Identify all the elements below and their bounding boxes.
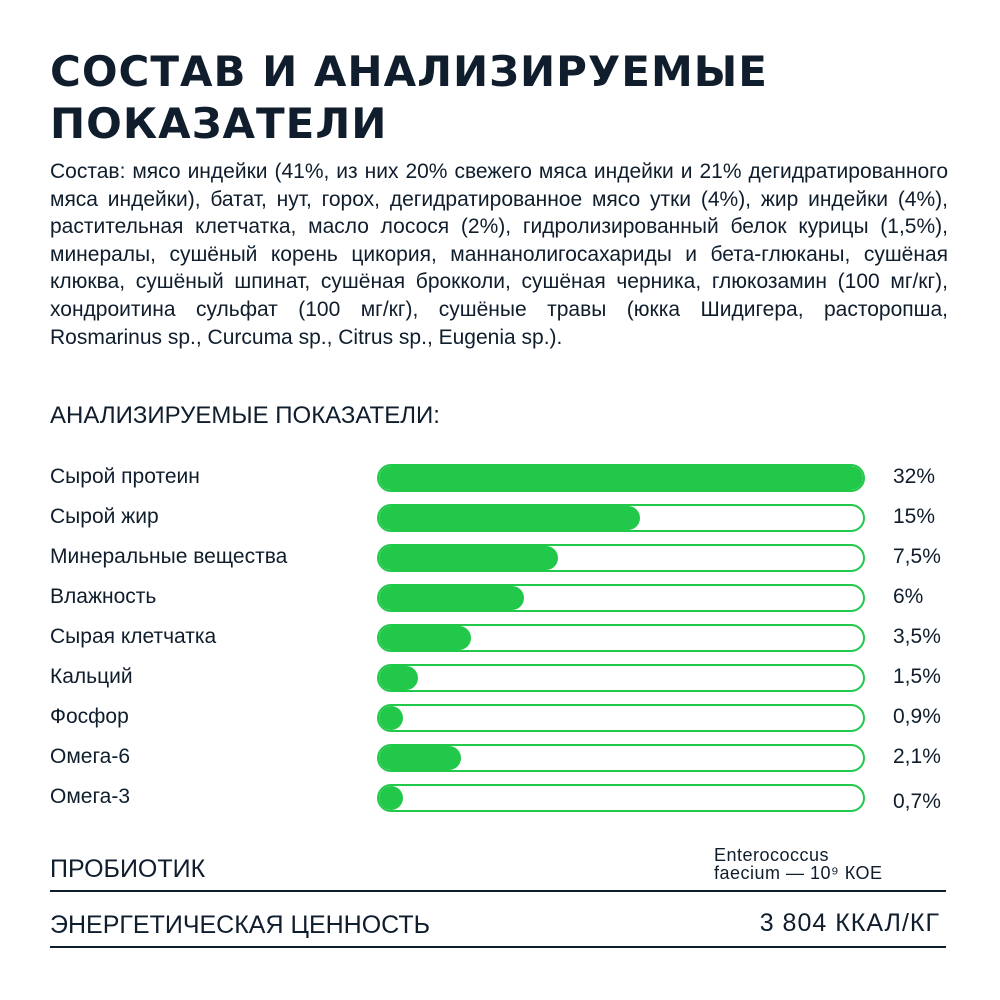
bar-track [377, 464, 865, 492]
probiotic-value-line-1: Enterococcus [714, 845, 830, 865]
composition-text: Состав: мясо индейки (41%, из них 20% свежего мяса индейки и 21% дегидратированного мяса индейки), батат, нут, горох, дегидратированное мясо утки (4%), жир индейки (4%), растительная клетчатка, масло лосося (2%), гидролизированный белок курицы (1,5%), минералы, сушёный корень цикория, маннанолигосахариды и бета-глюканы, сушёная клюква, сушёный шпинат, сушёная брокколи, сушёная черника, глюкозамин (100 мг/кг), хондроитина сульфат (100 мг/кг), сушёные травы (юкка Шидигера, расторопша, Rosmarinus sp., Curcuma sp., Citrus sp., Eugenia sp.). [50, 160, 948, 349]
bar-fill [379, 586, 524, 610]
bar-track [377, 624, 865, 652]
bar-fill [379, 706, 403, 730]
nutrient-label: Кальций [50, 665, 133, 688]
bar-track [377, 584, 865, 612]
nutrient-value: 3,5% [893, 625, 941, 648]
nutrient-row [50, 458, 950, 498]
bar-track [377, 744, 865, 772]
bar-fill [379, 626, 471, 650]
bar-track [377, 704, 865, 732]
bar-fill [379, 506, 640, 530]
nutrient-row [50, 778, 950, 818]
bar-fill [379, 666, 418, 690]
energy-label: ЭНЕРГЕТИЧЕСКАЯ ЦЕННОСТЬ [50, 911, 431, 939]
nutrient-label: Фосфор [50, 705, 129, 728]
nutrient-value: 0,7% [893, 790, 941, 813]
probiotic-row [50, 846, 946, 892]
bar-fill [379, 746, 461, 770]
nutrient-value: 6% [893, 585, 924, 608]
nutrient-value: 15% [893, 505, 936, 528]
probiotic-label: ПРОБИОТИК [50, 855, 206, 883]
nutrient-label: Минеральные вещества [50, 545, 288, 568]
bar-track [377, 544, 865, 572]
bar-track [377, 784, 865, 812]
bar-fill [379, 466, 863, 490]
analysis-heading: АНАЛИЗИРУЕМЫЕ ПОКАЗАТЕЛИ: [50, 402, 440, 429]
nutrient-row [50, 498, 950, 538]
nutrient-value: 1,5% [893, 665, 941, 688]
nutrient-bar-chart [50, 458, 950, 818]
nutrient-label: Омега-3 [50, 785, 131, 808]
nutrient-label: Сырой протеин [50, 465, 200, 488]
nutrient-row [50, 698, 950, 738]
bar-fill [379, 786, 403, 810]
nutrient-row [50, 578, 950, 618]
bar-track [377, 664, 865, 692]
nutrient-label: Омега-6 [50, 745, 131, 768]
page-title [50, 46, 950, 150]
nutrient-label: Влажность [50, 585, 157, 608]
nutrient-row [50, 618, 950, 658]
nutrient-row [50, 658, 950, 698]
nutrient-value: 7,5% [893, 545, 941, 568]
energy-value: 3 804 ККАЛ/КГ [759, 909, 940, 937]
nutrient-value: 2,1% [893, 745, 941, 768]
probiotic-value-line-2: faecium — 10⁹ КОЕ [714, 863, 883, 883]
nutrient-label: Сырая клетчатка [50, 625, 217, 648]
probiotic-value [714, 846, 883, 882]
nutrient-row [50, 738, 950, 778]
bar-fill [379, 546, 558, 570]
energy-row [50, 908, 946, 948]
nutrient-value: 32% [893, 465, 936, 488]
nutrient-label: Сырой жир [50, 505, 159, 528]
nutrient-row [50, 538, 950, 578]
bar-track [377, 504, 865, 532]
nutrient-value: 0,9% [893, 705, 941, 728]
page-title-line-2: ПОКАЗАТЕЛИ [50, 99, 388, 148]
page-title-line-1: СОСТАВ И АНАЛИЗИРУЕМЫЕ [50, 47, 768, 96]
